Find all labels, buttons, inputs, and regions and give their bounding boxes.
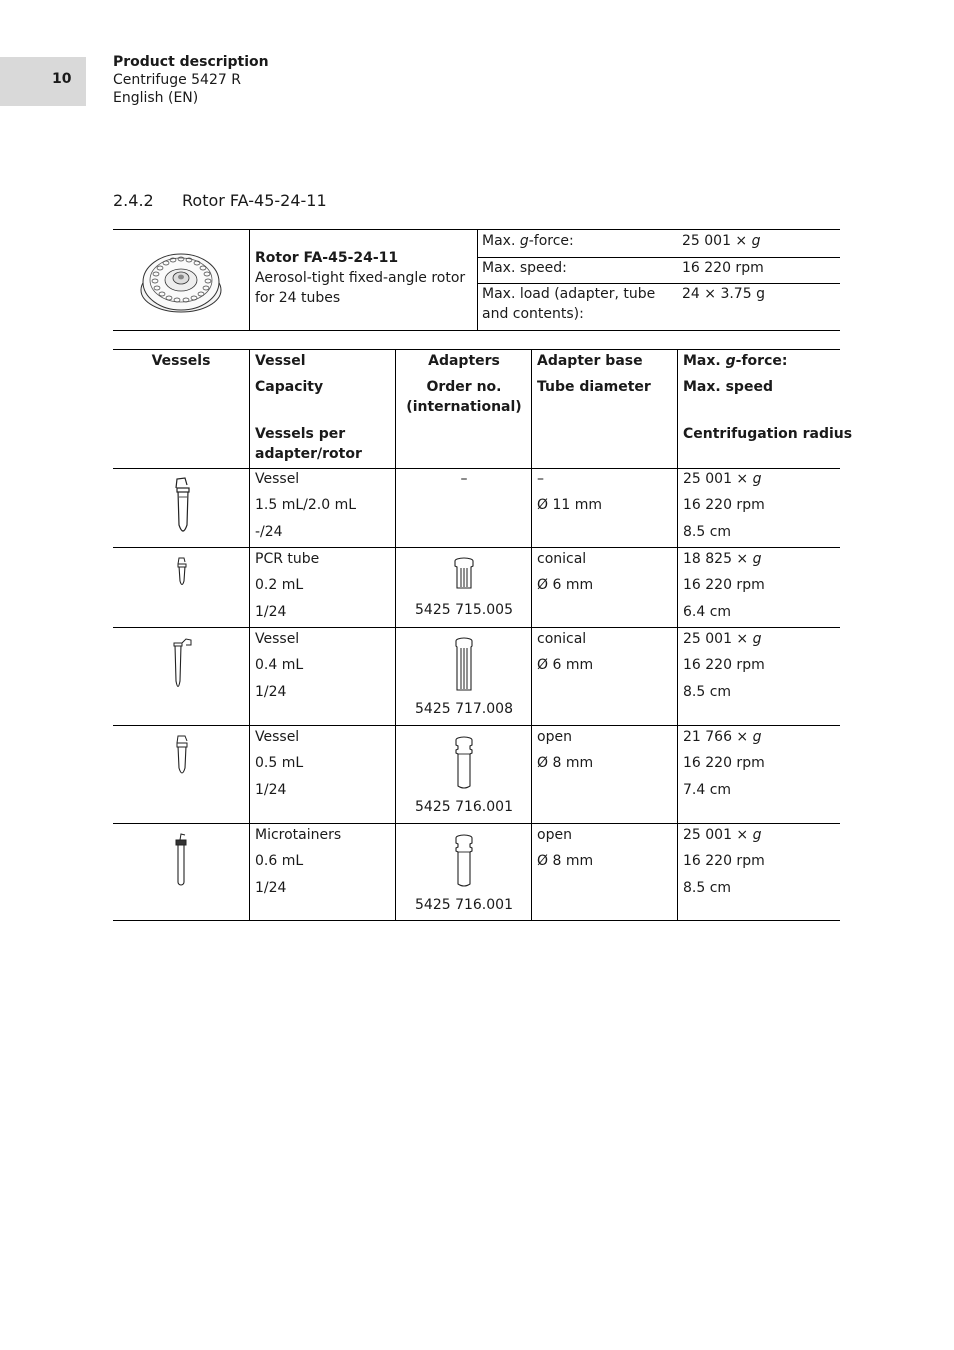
header-cell	[113, 350, 249, 468]
performance-cell	[677, 726, 841, 823]
header-adapter-base: Adapter base	[537, 353, 643, 369]
vessel-cell	[249, 469, 396, 547]
header-section: Product description	[113, 54, 269, 70]
vessel-image-cell	[113, 824, 249, 920]
adapter-cell	[395, 726, 532, 823]
vessel-image-cell	[113, 548, 249, 627]
rotor-summary-table	[113, 229, 840, 331]
adapter-short-icon	[453, 557, 475, 591]
order-number: 5425 715.005	[415, 602, 513, 618]
header-order-no: Order no.	[426, 379, 502, 395]
divider	[477, 230, 478, 330]
adapter-open-icon	[454, 834, 474, 888]
g-force: 25 001 × g	[683, 827, 762, 843]
g-force: 25 001 × g	[683, 471, 762, 487]
tube-diameter: Ø 8 mm	[537, 853, 594, 869]
header-vessels: Vessels	[151, 353, 211, 369]
centrifugation-radius: 8.5 cm	[683, 684, 732, 700]
tube-0-4ml-icon	[171, 637, 193, 693]
adapter-base: open	[537, 827, 572, 843]
performance-cell	[677, 548, 841, 627]
tube-diameter: Ø 6 mm	[537, 577, 594, 593]
performance-cell	[677, 628, 841, 725]
adapter-cell	[395, 824, 532, 920]
adapter-base: –	[537, 471, 544, 487]
vessel-cell	[249, 726, 396, 823]
max-speed: 16 220 rpm	[683, 657, 765, 673]
rotor-image	[139, 244, 223, 316]
page-number: 10	[52, 71, 72, 87]
centrifugation-radius: 8.5 cm	[683, 880, 732, 896]
adapter-base: conical	[537, 631, 587, 647]
vessel-cell	[249, 548, 396, 627]
adapter-cell	[395, 469, 532, 547]
header-vessels-per: Vessels per	[255, 426, 346, 442]
centrifugation-radius: 6.4 cm	[683, 604, 732, 620]
order-number: 5425 717.008	[415, 701, 513, 717]
table-header-row	[113, 350, 853, 469]
header-product: Centrifuge 5427 R	[113, 72, 241, 88]
adapter-base-cell	[531, 824, 678, 920]
spec-value: 16 220 rpm	[682, 260, 764, 276]
vessel-image-cell	[113, 469, 249, 547]
vessel-name: Vessel	[255, 471, 300, 487]
header-cell	[677, 350, 853, 468]
spec-value: 24 × 3.75 g	[682, 286, 765, 302]
max-speed: 16 220 rpm	[683, 497, 765, 513]
order-number: 5425 716.001	[415, 799, 513, 815]
vessels-per-adapter: 1/24	[255, 604, 287, 620]
header-international: (international)	[406, 399, 522, 415]
header-language: English (EN)	[113, 90, 199, 106]
max-speed: 16 220 rpm	[683, 755, 765, 771]
running-header	[113, 53, 269, 107]
vessel-capacity: 0.5 mL	[255, 755, 304, 771]
table-row	[113, 469, 840, 548]
vessel-name: PCR tube	[255, 551, 320, 567]
vessels-per-adapter: 1/24	[255, 782, 287, 798]
vessel-capacity: 0.2 mL	[255, 577, 304, 593]
performance-cell	[677, 469, 841, 547]
header-capacity: Capacity	[255, 379, 324, 395]
section-title: Rotor FA-45-24-11	[182, 191, 327, 210]
header-adapters: Adapters	[428, 353, 500, 369]
tube-1-5ml-icon	[173, 477, 193, 537]
vessel-adapter-table	[113, 349, 853, 921]
order-number: –	[460, 471, 468, 487]
max-speed: 16 220 rpm	[683, 853, 765, 869]
adapter-base-cell	[531, 726, 678, 823]
tube-diameter: Ø 11 mm	[537, 497, 603, 513]
adapter-cell	[395, 548, 532, 627]
header-max-speed: Max. speed	[683, 379, 773, 395]
section-number: 2.4.2	[113, 191, 154, 210]
table-row	[113, 628, 840, 726]
adapter-base-cell	[531, 548, 678, 627]
header-max-g-force: Max. g-force:	[683, 353, 788, 369]
vessel-cell	[249, 628, 396, 725]
page-tab	[0, 57, 86, 106]
adapter-long-icon	[454, 637, 474, 693]
header-centrifugation-radius: Centrifugation radius	[683, 426, 853, 442]
tube-diameter: Ø 6 mm	[537, 657, 594, 673]
table-row	[113, 726, 840, 824]
rotor-description-line2: for 24 tubes	[255, 290, 341, 306]
header-vessel: Vessel	[255, 353, 306, 369]
g-force: 25 001 × g	[683, 631, 762, 647]
adapter-base: open	[537, 729, 572, 745]
header-adapter-rotor: adapter/rotor	[255, 446, 362, 462]
adapter-base: conical	[537, 551, 587, 567]
spec-label: Max. speed:	[482, 260, 567, 276]
section-heading	[113, 191, 327, 210]
adapter-cell	[395, 628, 532, 725]
centrifugation-radius: 7.4 cm	[683, 782, 732, 798]
adapter-open-icon	[454, 736, 474, 790]
tube-diameter: Ø 8 mm	[537, 755, 594, 771]
g-force: 21 766 × g	[683, 729, 762, 745]
table-row	[113, 824, 840, 921]
order-number: 5425 716.001	[415, 897, 513, 913]
vessels-per-adapter: 1/24	[255, 880, 287, 896]
rotor-name: Rotor FA-45-24-11	[255, 250, 399, 266]
vessel-capacity: 0.6 mL	[255, 853, 304, 869]
performance-cell	[677, 824, 841, 920]
vessel-capacity: 1.5 mL/2.0 mL	[255, 497, 357, 513]
vessel-image-cell	[113, 628, 249, 725]
adapter-base-cell	[531, 469, 678, 547]
spec-value: 25 001 × g	[682, 233, 761, 249]
spec-label: Max. load (adapter, tube and contents):	[482, 286, 656, 322]
header-cell	[249, 350, 396, 468]
spec-label: Max. g-force:	[482, 233, 574, 249]
vessel-name: Vessel	[255, 631, 300, 647]
header-tube-diameter: Tube diameter	[537, 379, 651, 395]
adapter-base-cell	[531, 628, 678, 725]
microtainer-icon	[174, 833, 188, 887]
vessel-capacity: 0.4 mL	[255, 657, 304, 673]
vessel-name: Vessel	[255, 729, 300, 745]
header-cell	[531, 350, 678, 468]
vessel-image-cell	[113, 726, 249, 823]
rotor-description	[255, 248, 465, 308]
pcr-tube-icon	[175, 557, 189, 589]
centrifugation-radius: 8.5 cm	[683, 524, 732, 540]
vessels-per-adapter: 1/24	[255, 684, 287, 700]
vessel-name: Microtainers	[255, 827, 342, 843]
g-force: 18 825 × g	[683, 551, 762, 567]
max-speed: 16 220 rpm	[683, 577, 765, 593]
table-row	[113, 548, 840, 628]
rotor-description-line1: Aerosol-tight fixed-angle rotor	[255, 270, 466, 286]
tube-0-5ml-icon	[174, 735, 190, 779]
vessels-per-adapter: -/24	[255, 524, 283, 540]
vessel-cell	[249, 824, 396, 920]
divider	[249, 230, 250, 330]
header-cell	[395, 350, 532, 468]
